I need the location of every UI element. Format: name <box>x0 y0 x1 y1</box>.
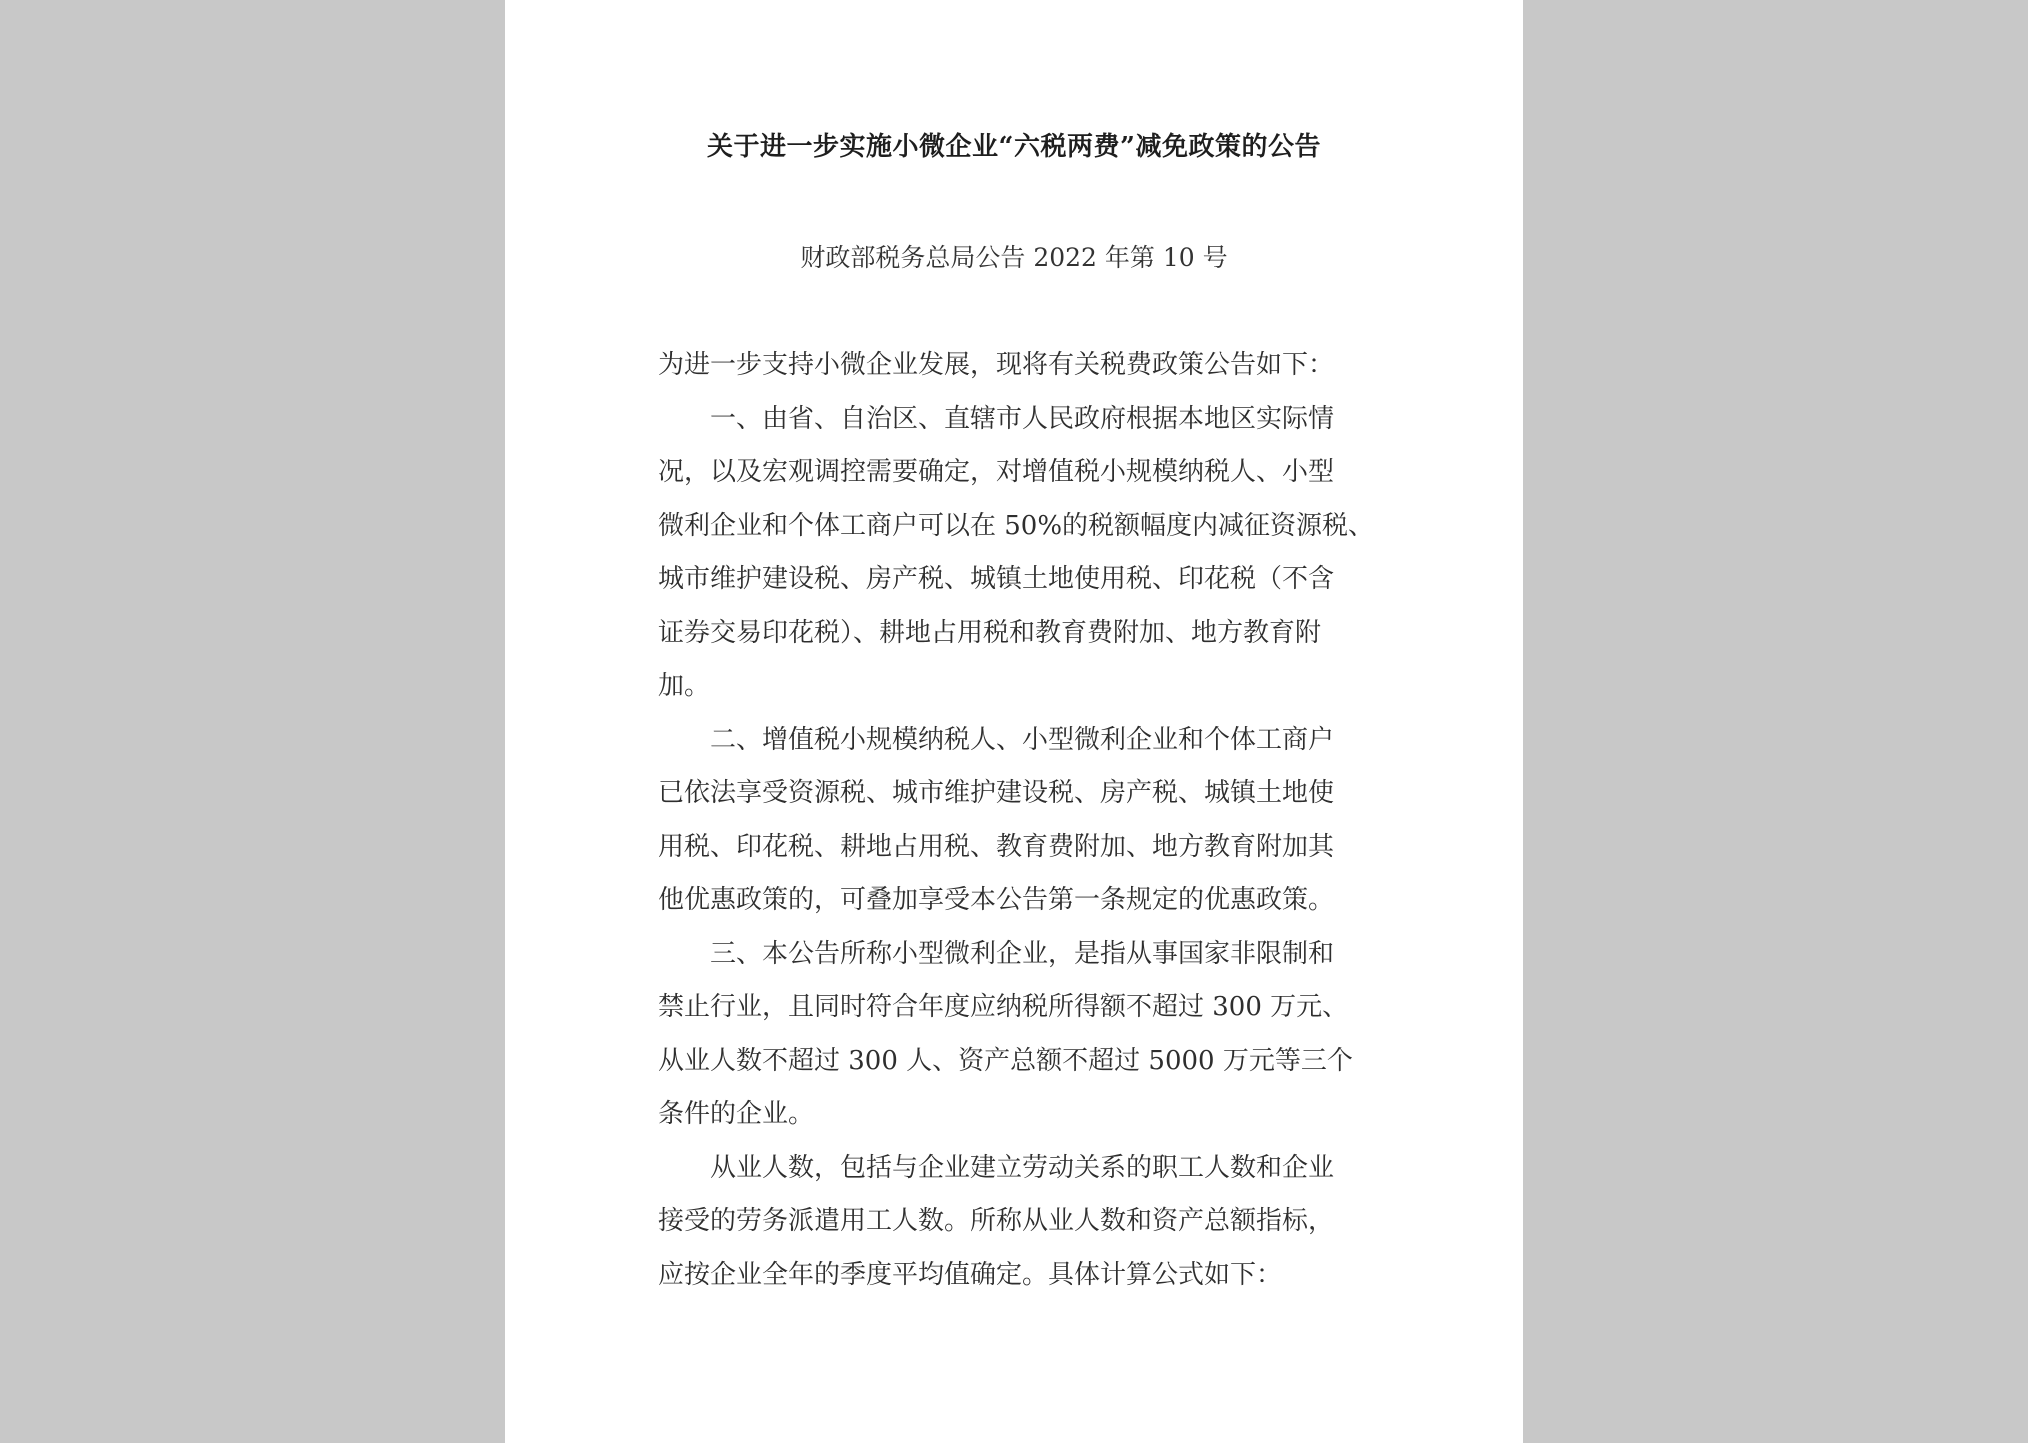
text-line: 用税、印花税、耕地占用税、教育费附加、地方教育附加其 <box>658 831 1335 862</box>
text-line: 城市维护建设税、房产税、城镇土地使用税、印花税（不含 <box>658 564 1335 594</box>
document-body <box>658 339 1378 1302</box>
text-line: 证券交易印花税）、耕地占用税和教育费附加、地方教育附 <box>658 617 1322 648</box>
text-line: 从业人数不超过 300 人、资产总额不超过 5000 万元等三个 <box>658 1045 1353 1076</box>
text-line: 应按企业全年的季度平均值确定。具体计算公式如下： <box>658 1259 1283 1290</box>
text-line: 从业人数，包括与企业建立劳动关系的职工人数和企业 <box>710 1152 1335 1183</box>
document-page <box>505 0 1523 1443</box>
text-line: 三、本公告所称小型微利企业，是指从事国家非限制和 <box>710 938 1335 969</box>
text-line: 他优惠政策的，可叠加享受本公告第一条规定的优惠政策。 <box>658 885 1335 915</box>
text-line: 禁止行业，且同时符合年度应纳税所得额不超过 300 万元、 <box>658 992 1349 1022</box>
document-title: 关于进一步实施小微企业“六税两费”减免政策的公告 <box>707 132 1321 162</box>
text-line: 加。 <box>658 671 711 701</box>
text-line: 微利企业和个体工商户可以在 50%的税额幅度内减征资源税、 <box>658 510 1375 541</box>
text-line: 二、增值税小规模纳税人、小型微利企业和个体工商户 <box>710 724 1335 755</box>
text-line: 一、由省、自治区、直辖市人民政府根据本地区实际情 <box>710 403 1335 434</box>
text-line: 条件的企业。 <box>658 1099 815 1129</box>
text-line: 接受的劳务派遣用工人数。所称从业人数和资产总额指标， <box>658 1206 1335 1236</box>
text-line: 已依法享受资源税、城市维护建设税、房产税、城镇土地使 <box>658 778 1335 808</box>
text-line: 况，以及宏观调控需要确定，对增值税小规模纳税人、小型 <box>658 457 1335 487</box>
document-number: 财政部税务总局公告 2022 年第 10 号 <box>800 243 1228 272</box>
text-line: 为进一步支持小微企业发展，现将有关税费政策公告如下： <box>658 350 1335 380</box>
